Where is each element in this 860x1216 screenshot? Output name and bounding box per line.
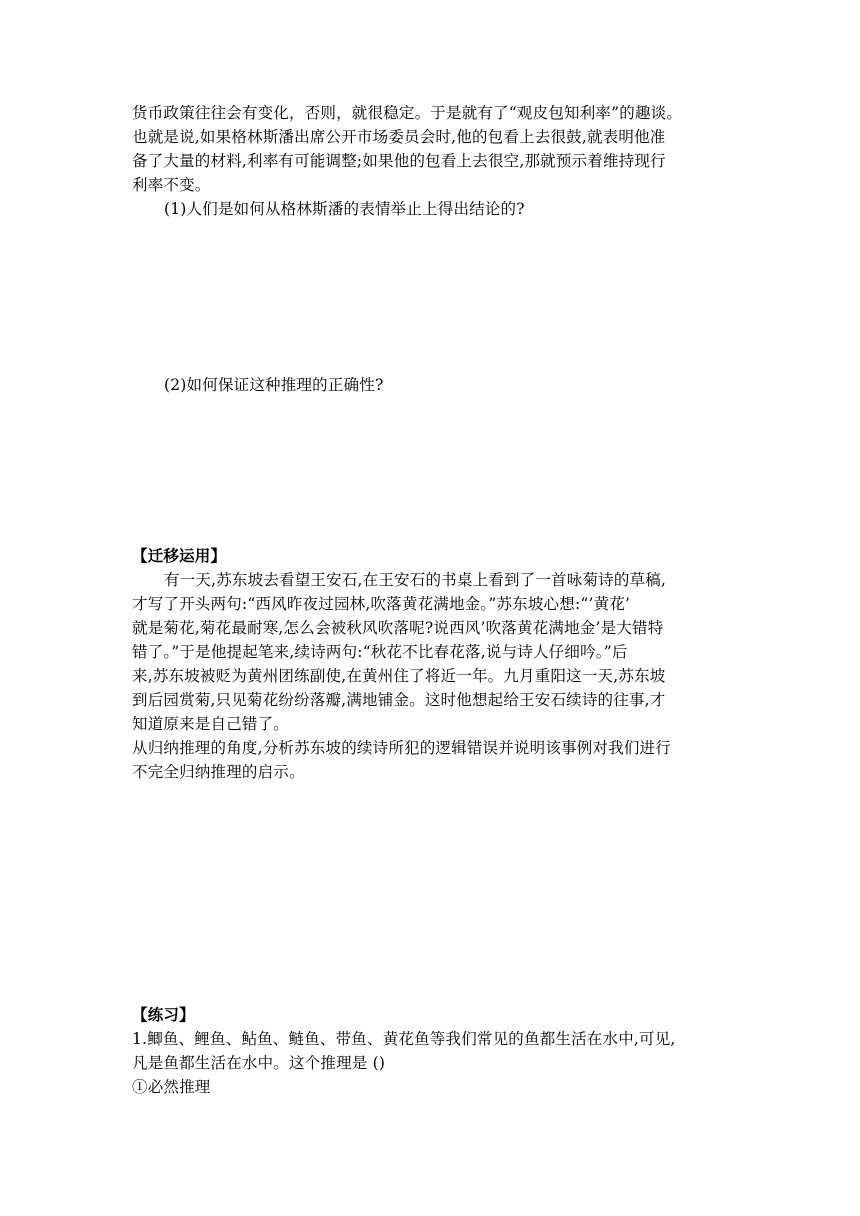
- paragraph-line: 凡是鱼都生活在水中。这个推理是 (): [132, 1054, 386, 1072]
- question-2: (2)如何保证这种推理的正确性?: [164, 376, 384, 394]
- paragraph-line: 来,苏东坡被贬为黄州团练副使,在黄州住了将近一年。九月重阳这一天,苏东坡: [132, 667, 666, 685]
- section-heading-transfer: 【迁移运用】: [132, 547, 227, 565]
- paragraph-line: 才写了开头两句:“西风昨夜过园林,吹落黄花满地金。”苏东坡心想:“’黄花’: [132, 595, 631, 613]
- paragraph-line: 错了。”于是他提起笔来,续诗两句:“秋花不比春花落,说与诗人仔细吟。”后: [132, 643, 628, 661]
- question-1: (1)人们是如何从格林斯潘的表情举止上得出结论的?: [164, 200, 525, 218]
- paragraph-line: 货币政策往往会有变化，否则，就很稳定。于是就有了“观皮包知利率”的趣谈。: [132, 104, 683, 122]
- paragraph-line: 就是菊花,菊花最耐寒,怎么会被秋风吹落呢?说西风’吹落黄花满地金’是大错特: [132, 619, 664, 637]
- paragraph-line: 知道原来是自己错了。: [132, 715, 290, 733]
- paragraph-line: 有一天,苏东坡去看望王安石,在王安石的书桌上看到了一首咏菊诗的草稿,: [164, 571, 667, 589]
- paragraph-line: 到后园赏菊,只见菊花纷纷落瓣,满地铺金。这时他想起给王安石续诗的往事,才: [132, 691, 666, 709]
- paragraph-line: 备了大量的材料,利率有可能调整;如果他的包看上去很空,那就预示着维持现行: [132, 152, 666, 170]
- section-heading-practice: 【练习】: [132, 1006, 195, 1024]
- paragraph-line: 不完全归纳推理的启示。: [132, 763, 305, 781]
- paragraph-line: 1.鲫鱼、鲤鱼、鲇鱼、鲢鱼、带鱼、黄花鱼等我们常见的鱼都生活在水中,可见,: [132, 1030, 676, 1048]
- paragraph-line: 也就是说,如果格林斯潘出席公开市场委员会时,他的包看上去很鼓,就表明他准: [132, 128, 666, 146]
- option-line: ①必然推理: [132, 1078, 211, 1096]
- paragraph-line: 从归纳推理的角度,分析苏东坡的续诗所犯的逻辑错误并说明该事例对我们进行: [132, 739, 671, 757]
- paragraph-line: 利率不变。: [132, 176, 211, 194]
